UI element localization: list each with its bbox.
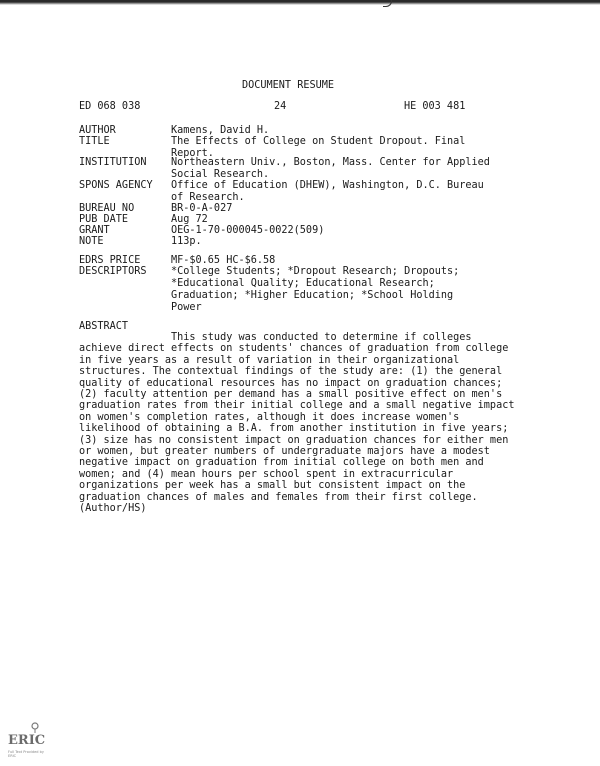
- field-value-note: 113p.: [171, 236, 202, 247]
- field-label-title: TITLE: [79, 136, 110, 147]
- field-label-spons-agency: SPONS AGENCY: [79, 180, 153, 191]
- field-label-edrs-price: EDRS PRICE: [79, 255, 141, 266]
- field-label-grant: GRANT: [79, 225, 110, 236]
- field-value-spons-agency: Office of Education (DHEW), Washington, D.C. Bureau of Research.: [171, 180, 484, 203]
- scan-top-edge: [0, 0, 600, 5]
- field-label-institution: INSTITUTION: [79, 157, 147, 168]
- field-value-title: The Effects of College on Student Dropout. Final Report.: [171, 136, 466, 159]
- field-value-edrs-price: MF-$0.65 HC-$6.58: [171, 255, 276, 266]
- field-value-author: Kamens, David H.: [171, 125, 270, 136]
- scan-mark: [383, 0, 392, 7]
- field-value-pub-date: Aug 72: [171, 214, 208, 225]
- field-label-author: AUTHOR: [79, 125, 116, 136]
- page-code: 24: [274, 101, 287, 112]
- field-label-descriptors: DESCRIPTORS: [79, 266, 147, 277]
- field-value-institution: Northeastern Univ., Boston, Mass. Center for Applied Social Research.: [171, 157, 490, 180]
- field-label-note: NOTE: [79, 236, 104, 247]
- field-value-grant: OEG-1-70-000045-0022(509): [171, 225, 325, 236]
- he-number: HE 003 481: [404, 101, 466, 112]
- abstract-text: This study was conducted to determine if colleges achieve direct effects on students' chances of graduation from college in five years as a result of variation in their organizational structures. The contextual findings of the study are: (1) the general quality of educational resources has no impact on graduation chances; (2) faculty attention per demand has a small positive effect on men's graduation rates from their initial college and a small negative impact on women's completion rates, although it does increase women's likelihood of obtaining a B.A. from another institution in five years; (3) size has no consistent impact on graduation chances for either men or women, but greater numbers of undergraduate majors have a modest negative impact on graduation from initial college on both men and women; and (4) mean hours per school spent in extracurricular organizations per week has a small but consistent impact on the graduation chances of males and females from their first college. (Author/HS): [79, 332, 515, 515]
- field-label-bureau-no: BUREAU NO: [79, 203, 135, 214]
- abstract-label: ABSTRACT: [79, 321, 129, 332]
- ed-number: ED 068 038: [79, 101, 141, 112]
- document-title: DOCUMENT RESUME: [242, 80, 335, 91]
- eric-logo-subtext: Full Text Provided by ERIC: [8, 750, 44, 758]
- field-label-pub-date: PUB DATE: [79, 214, 129, 225]
- field-value-bureau-no: BR-0-A-027: [171, 203, 233, 214]
- field-value-descriptors: *College Students; *Dropout Research; Dropouts; *Educational Quality; Educational Research; Graduation; *Higher Education; *School Holding Power: [171, 266, 460, 313]
- eric-logo-text: ERIC: [8, 733, 46, 748]
